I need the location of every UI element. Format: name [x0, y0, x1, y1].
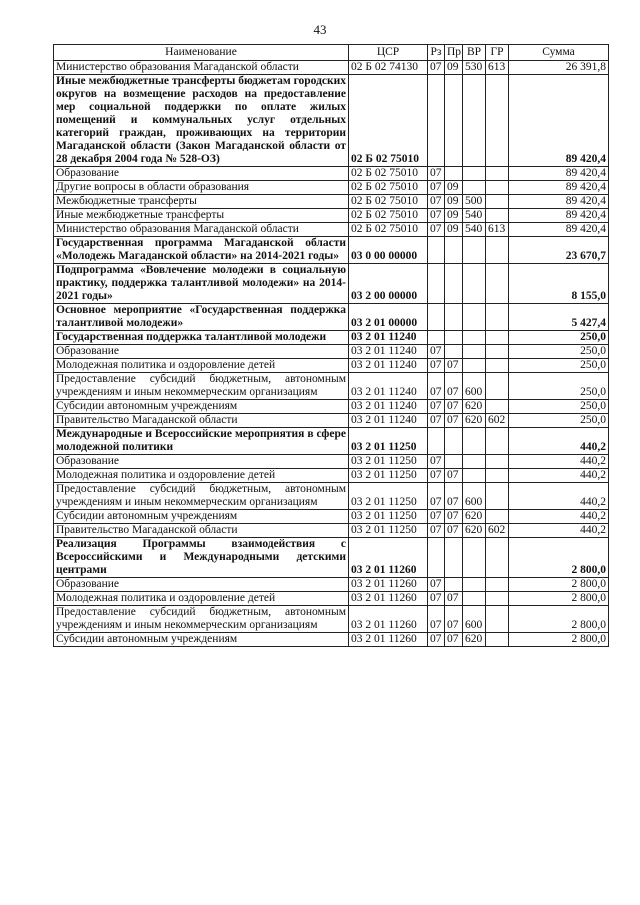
cell-vr — [463, 538, 486, 578]
cell-name: Предоставление субсидий бюджетным, автономным учреждениям и иным некоммерческим организациям — [54, 373, 349, 400]
cell-sum: 250,0 — [509, 331, 609, 345]
cell-gr — [486, 331, 509, 345]
cell-gr — [486, 264, 509, 304]
cell-name: Субсидии автономным учреждениям — [54, 400, 349, 414]
cell-rz: 07 — [428, 167, 445, 181]
cell-csr: 03 2 01 11240 — [349, 400, 428, 414]
cell-pr — [445, 428, 463, 455]
cell-sum: 440,2 — [509, 428, 609, 455]
cell-rz: 07 — [428, 209, 445, 223]
cell-rz: 07 — [428, 195, 445, 209]
cell-gr — [486, 455, 509, 469]
table-row — [54, 538, 609, 578]
cell-pr — [445, 264, 463, 304]
cell-vr — [463, 167, 486, 181]
table-body — [54, 61, 609, 647]
cell-vr: 620 — [463, 633, 486, 647]
cell-pr: 07 — [445, 592, 463, 606]
cell-name: Предоставление субсидий бюджетным, автономным учреждениям и иным некоммерческим организациям — [54, 606, 349, 633]
cell-rz — [428, 264, 445, 304]
cell-gr — [486, 469, 509, 483]
cell-rz: 07 — [428, 592, 445, 606]
cell-rz: 07 — [428, 510, 445, 524]
cell-gr — [486, 606, 509, 633]
cell-vr: 540 — [463, 223, 486, 237]
column-header-vr: ВР — [463, 45, 486, 61]
column-header-csr: ЦСР — [349, 45, 428, 61]
table-row — [54, 345, 609, 359]
cell-rz: 07 — [428, 606, 445, 633]
cell-csr: 03 2 01 11260 — [349, 592, 428, 606]
cell-vr — [463, 592, 486, 606]
cell-gr — [486, 633, 509, 647]
cell-name: Молодежная политика и оздоровление детей — [54, 592, 349, 606]
cell-sum: 250,0 — [509, 359, 609, 373]
cell-gr — [486, 304, 509, 331]
cell-rz: 07 — [428, 469, 445, 483]
cell-rz: 07 — [428, 414, 445, 428]
table-row — [54, 524, 609, 538]
table-row — [54, 237, 609, 264]
table-row — [54, 606, 609, 633]
cell-name: Молодежная политика и оздоровление детей — [54, 359, 349, 373]
cell-csr: 03 2 01 11240 — [349, 345, 428, 359]
cell-name: Образование — [54, 167, 349, 181]
cell-gr — [486, 400, 509, 414]
page-number: 43 — [313, 22, 327, 37]
cell-name: Правительство Магаданской области — [54, 414, 349, 428]
cell-csr: 03 2 01 11250 — [349, 483, 428, 510]
cell-pr: 07 — [445, 414, 463, 428]
cell-vr — [463, 304, 486, 331]
cell-gr — [486, 483, 509, 510]
cell-vr — [463, 345, 486, 359]
cell-gr — [486, 237, 509, 264]
cell-name: Субсидии автономным учреждениям — [54, 633, 349, 647]
table-row — [54, 483, 609, 510]
cell-rz: 07 — [428, 400, 445, 414]
cell-name: Подпрограмма «Вовлечение молодежи в социальную практику, поддержка талантливой молодежи» на 2014-2021 годы» — [54, 264, 349, 304]
table-row — [54, 195, 609, 209]
table-row — [54, 181, 609, 195]
cell-rz — [428, 75, 445, 167]
cell-name: Иные межбюджетные трансферты — [54, 209, 349, 223]
cell-name: Международные и Всероссийские мероприятия в сфере молодежной политики — [54, 428, 349, 455]
cell-gr — [486, 195, 509, 209]
cell-rz: 07 — [428, 61, 445, 75]
cell-csr: 02 Б 02 75010 — [349, 223, 428, 237]
cell-rz — [428, 428, 445, 455]
table-row — [54, 428, 609, 455]
cell-rz — [428, 304, 445, 331]
cell-pr — [445, 331, 463, 345]
cell-csr: 03 2 01 11250 — [349, 510, 428, 524]
cell-csr: 03 2 01 11240 — [349, 331, 428, 345]
cell-gr — [486, 538, 509, 578]
cell-rz: 07 — [428, 483, 445, 510]
cell-name: Образование — [54, 345, 349, 359]
cell-rz: 07 — [428, 345, 445, 359]
cell-name: Иные межбюджетные трансферты бюджетам городских округов на возмещение расходов на предоставление мер социальной поддержки по оплате жилых помещений и коммунальных услуг отдельных категорий граждан, проживающих на территории Магаданской области (Закон Магаданской области от 28 декабря 2004 года № 528-ОЗ) — [54, 75, 349, 167]
cell-gr — [486, 510, 509, 524]
cell-sum: 250,0 — [509, 414, 609, 428]
cell-pr: 09 — [445, 223, 463, 237]
cell-vr — [463, 75, 486, 167]
cell-csr: 03 2 01 11250 — [349, 469, 428, 483]
cell-csr: 03 2 01 11240 — [349, 373, 428, 400]
cell-sum: 440,2 — [509, 455, 609, 469]
cell-pr: 07 — [445, 510, 463, 524]
cell-name: Правительство Магаданской области — [54, 524, 349, 538]
cell-sum: 250,0 — [509, 400, 609, 414]
cell-vr — [463, 578, 486, 592]
cell-csr: 02 Б 02 75010 — [349, 209, 428, 223]
cell-name: Молодежная политика и оздоровление детей — [54, 469, 349, 483]
table-row — [54, 633, 609, 647]
cell-csr: 03 2 01 11240 — [349, 414, 428, 428]
cell-vr: 540 — [463, 209, 486, 223]
table-row — [54, 209, 609, 223]
cell-rz — [428, 538, 445, 578]
cell-pr — [445, 237, 463, 264]
cell-vr: 620 — [463, 510, 486, 524]
cell-name: Министерство образования Магаданской области — [54, 223, 349, 237]
cell-csr: 03 2 01 00000 — [349, 304, 428, 331]
table-row — [54, 578, 609, 592]
cell-csr: 02 Б 02 75010 — [349, 195, 428, 209]
cell-sum: 89 420,4 — [509, 209, 609, 223]
cell-sum: 89 420,4 — [509, 223, 609, 237]
cell-csr: 03 2 01 11250 — [349, 455, 428, 469]
cell-gr: 602 — [486, 524, 509, 538]
cell-rz: 07 — [428, 455, 445, 469]
table-row — [54, 75, 609, 167]
cell-pr — [445, 167, 463, 181]
table-row — [54, 264, 609, 304]
column-header-gr: ГР — [486, 45, 509, 61]
cell-vr: 600 — [463, 373, 486, 400]
cell-csr: 03 2 01 11260 — [349, 578, 428, 592]
cell-vr — [463, 469, 486, 483]
cell-sum: 250,0 — [509, 373, 609, 400]
cell-rz: 07 — [428, 181, 445, 195]
cell-gr — [486, 359, 509, 373]
cell-pr — [445, 345, 463, 359]
cell-name: Образование — [54, 578, 349, 592]
cell-csr: 03 2 01 11260 — [349, 538, 428, 578]
cell-rz: 07 — [428, 633, 445, 647]
cell-sum: 89 420,4 — [509, 75, 609, 167]
cell-sum: 5 427,4 — [509, 304, 609, 331]
cell-vr: 600 — [463, 606, 486, 633]
cell-csr: 02 Б 02 75010 — [349, 181, 428, 195]
cell-vr — [463, 331, 486, 345]
table-row — [54, 331, 609, 345]
cell-sum: 2 800,0 — [509, 592, 609, 606]
cell-sum: 23 670,7 — [509, 237, 609, 264]
cell-name: Предоставление субсидий бюджетным, автономным учреждениям и иным некоммерческим организациям — [54, 483, 349, 510]
table-row — [54, 510, 609, 524]
cell-vr — [463, 455, 486, 469]
cell-csr: 03 2 01 11260 — [349, 633, 428, 647]
cell-pr: 07 — [445, 469, 463, 483]
cell-gr: 613 — [486, 61, 509, 75]
cell-pr: 07 — [445, 483, 463, 510]
column-header-rz: Рз — [428, 45, 445, 61]
cell-name: Основное мероприятие «Государственная поддержка талантливой молодежи» — [54, 304, 349, 331]
cell-sum: 89 420,4 — [509, 167, 609, 181]
cell-gr — [486, 592, 509, 606]
cell-sum: 8 155,0 — [509, 264, 609, 304]
cell-csr: 03 2 01 11250 — [349, 428, 428, 455]
cell-vr: 620 — [463, 414, 486, 428]
cell-name: Образование — [54, 455, 349, 469]
cell-sum: 89 420,4 — [509, 181, 609, 195]
cell-sum: 250,0 — [509, 345, 609, 359]
cell-pr — [445, 455, 463, 469]
column-header-pr: Пр — [445, 45, 463, 61]
cell-name: Государственная поддержка талантливой молодежи — [54, 331, 349, 345]
cell-csr: 03 2 01 11240 — [349, 359, 428, 373]
cell-sum: 440,2 — [509, 510, 609, 524]
cell-gr — [486, 167, 509, 181]
cell-pr: 09 — [445, 195, 463, 209]
cell-pr: 09 — [445, 181, 463, 195]
table-row — [54, 414, 609, 428]
column-header-sum: Сумма — [509, 45, 609, 61]
cell-sum: 2 800,0 — [509, 606, 609, 633]
cell-pr: 09 — [445, 209, 463, 223]
table-row — [54, 304, 609, 331]
cell-gr — [486, 578, 509, 592]
cell-vr: 530 — [463, 61, 486, 75]
cell-rz — [428, 331, 445, 345]
cell-vr: 620 — [463, 400, 486, 414]
cell-sum: 440,2 — [509, 469, 609, 483]
cell-pr — [445, 538, 463, 578]
cell-gr — [486, 75, 509, 167]
cell-gr — [486, 181, 509, 195]
cell-sum: 2 800,0 — [509, 633, 609, 647]
cell-gr: 602 — [486, 414, 509, 428]
cell-csr: 03 2 00 00000 — [349, 264, 428, 304]
column-header-name: Наименование — [54, 45, 349, 61]
table-row — [54, 359, 609, 373]
budget-table — [53, 44, 609, 647]
cell-pr — [445, 304, 463, 331]
cell-rz: 07 — [428, 223, 445, 237]
cell-vr — [463, 359, 486, 373]
cell-csr: 02 Б 02 74130 — [349, 61, 428, 75]
cell-rz: 07 — [428, 373, 445, 400]
cell-rz — [428, 237, 445, 264]
cell-name: Межбюджетные трансферты — [54, 195, 349, 209]
cell-pr: 07 — [445, 373, 463, 400]
cell-csr: 03 2 01 11260 — [349, 606, 428, 633]
table-row — [54, 469, 609, 483]
cell-rz: 07 — [428, 578, 445, 592]
table-row — [54, 400, 609, 414]
cell-pr: 09 — [445, 61, 463, 75]
cell-vr — [463, 181, 486, 195]
cell-gr — [486, 345, 509, 359]
cell-name: Государственная программа Магаданской области «Молодежь Магаданской области» на 2014-2021 годы» — [54, 237, 349, 264]
cell-name: Министерство образования Магаданской области — [54, 61, 349, 75]
cell-csr: 02 Б 02 75010 — [349, 75, 428, 167]
cell-name: Реализация Программы взаимодействия с Всероссийскими и Международными детскими центрами — [54, 538, 349, 578]
table-row — [54, 592, 609, 606]
cell-gr — [486, 428, 509, 455]
cell-name: Субсидии автономным учреждениям — [54, 510, 349, 524]
cell-vr — [463, 428, 486, 455]
cell-name: Другие вопросы в области образования — [54, 181, 349, 195]
cell-rz: 07 — [428, 359, 445, 373]
cell-pr: 07 — [445, 633, 463, 647]
table-row — [54, 223, 609, 237]
cell-gr: 613 — [486, 223, 509, 237]
cell-sum: 2 800,0 — [509, 578, 609, 592]
cell-sum: 26 391,8 — [509, 61, 609, 75]
cell-vr — [463, 237, 486, 264]
cell-vr: 600 — [463, 483, 486, 510]
table-row — [54, 167, 609, 181]
cell-vr: 500 — [463, 195, 486, 209]
cell-gr — [486, 209, 509, 223]
cell-sum: 89 420,4 — [509, 195, 609, 209]
cell-pr: 07 — [445, 359, 463, 373]
table-row — [54, 373, 609, 400]
table-row — [54, 61, 609, 75]
cell-csr: 03 0 00 00000 — [349, 237, 428, 264]
cell-sum: 440,2 — [509, 483, 609, 510]
cell-pr: 07 — [445, 606, 463, 633]
table-row — [54, 455, 609, 469]
cell-gr — [486, 373, 509, 400]
cell-pr: 07 — [445, 524, 463, 538]
cell-pr — [445, 75, 463, 167]
table-header-row — [54, 45, 609, 61]
cell-csr: 03 2 01 11250 — [349, 524, 428, 538]
cell-vr — [463, 264, 486, 304]
cell-rz: 07 — [428, 524, 445, 538]
cell-pr — [445, 578, 463, 592]
cell-csr: 02 Б 02 75010 — [349, 167, 428, 181]
cell-sum: 2 800,0 — [509, 538, 609, 578]
cell-sum: 440,2 — [509, 524, 609, 538]
cell-pr: 07 — [445, 400, 463, 414]
cell-vr: 620 — [463, 524, 486, 538]
